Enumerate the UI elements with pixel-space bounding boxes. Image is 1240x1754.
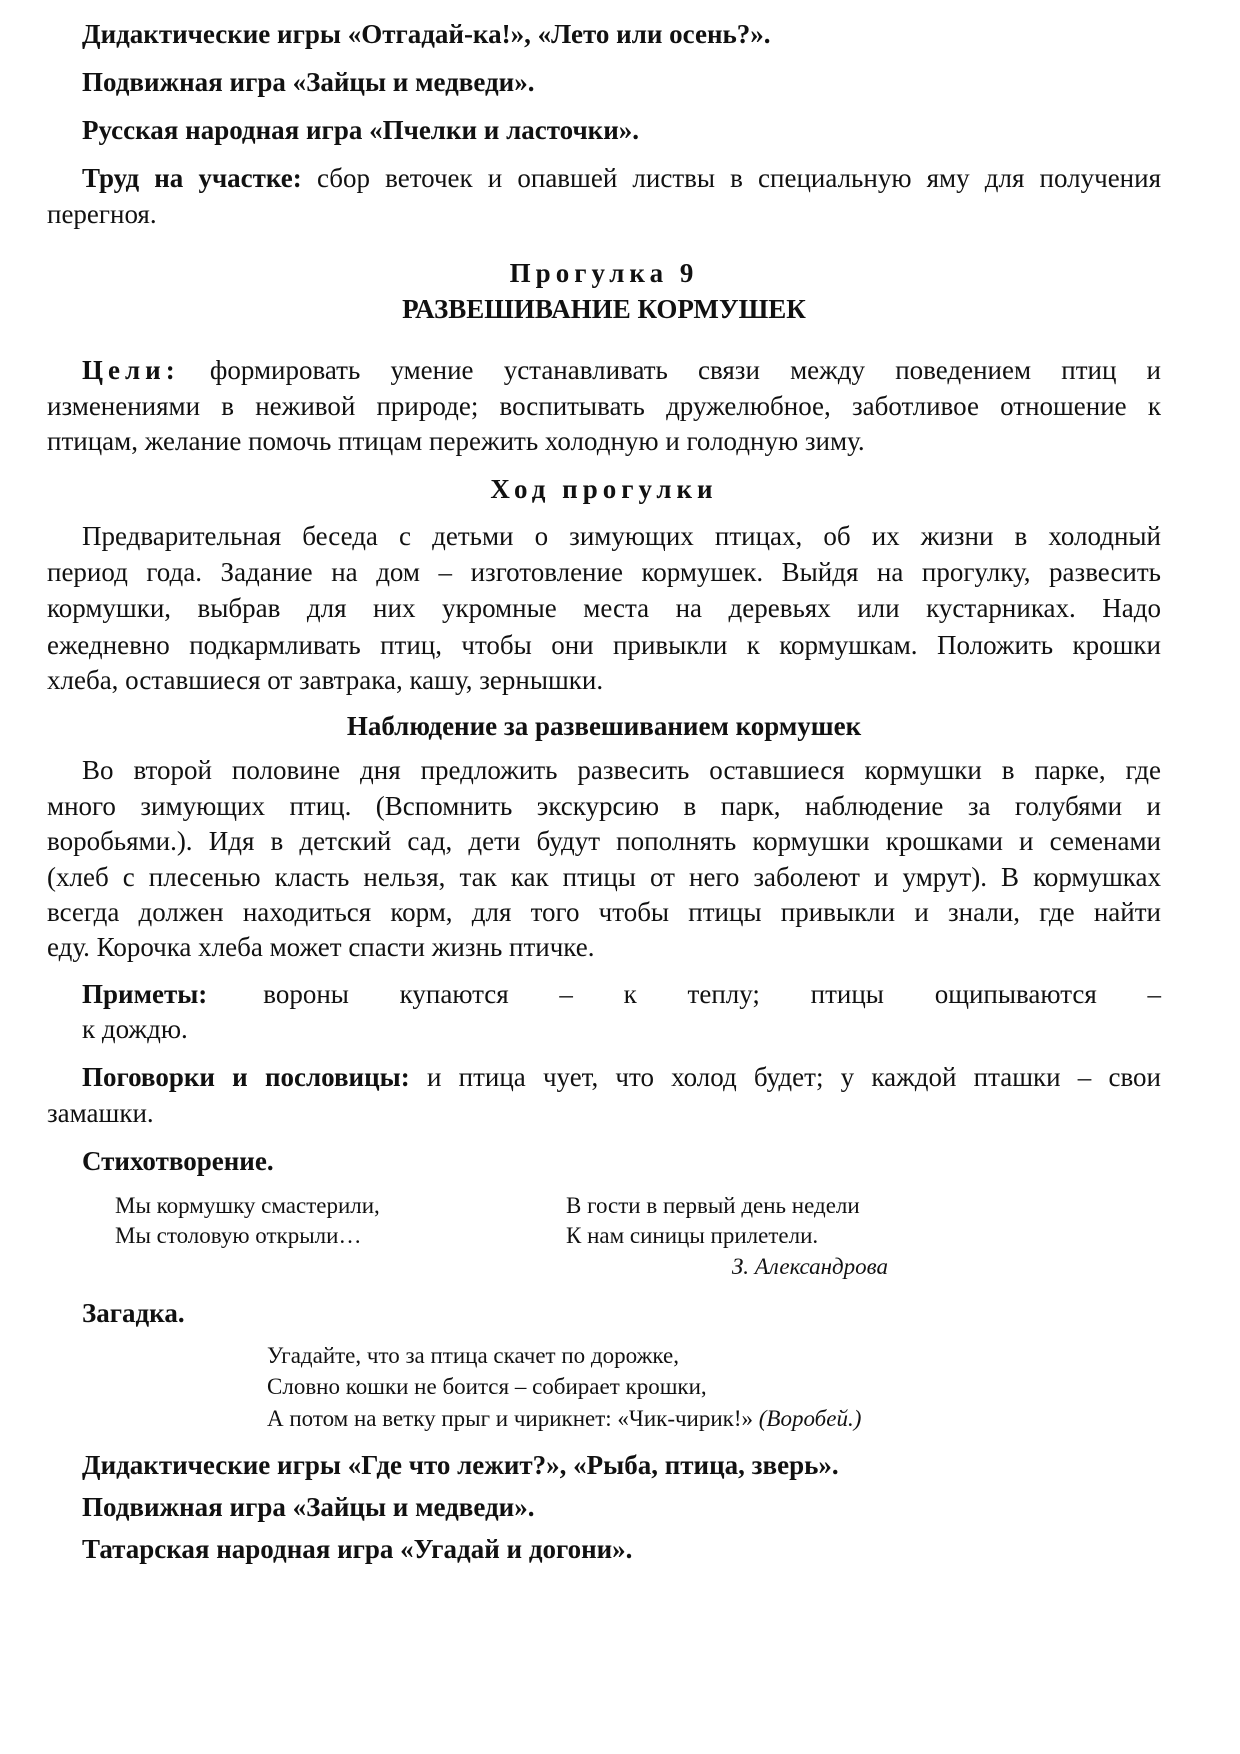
course-line: хлеба, оставшиеся от завтрака, кашу, зернышки.	[47, 665, 604, 695]
observation-line: еду. Корочка хлеба может спасти жизнь птичке.	[47, 932, 595, 962]
observation-line: воробьями.). Идя в детский сад, дети будут пополнять кормушки крошками и семенами	[47, 826, 1161, 856]
signs-text: вороны купаются – к теплу; птицы ощипываются –	[263, 979, 1161, 1009]
sayings-label: Поговорки и пословицы:	[82, 1062, 410, 1092]
course-line: период года. Задание на дом – изготовление кормушек. Выйдя на прогулку, развесить	[47, 557, 1161, 587]
outdoor-game-top: Подвижная игра «Зайцы и медведи».	[82, 67, 535, 97]
didactic-games: Дидактические игры «Где что лежит?», «Рыба, птица, зверь».	[82, 1450, 839, 1480]
observation-heading: Наблюдение за развешиванием кормушек	[346, 711, 862, 741]
poem-author: З. Александрова	[731, 1254, 888, 1279]
goals-text: формировать умение устанавливать связи между поведением птиц и	[209, 355, 1162, 385]
goals-line: изменениями в неживой природе; воспитывать дружелюбное, заботливое отношение к	[47, 391, 1161, 421]
outdoor-game: Подвижная игра «Зайцы и медведи».	[82, 1492, 535, 1522]
signs-line	[82, 976, 1161, 1012]
riddle-line: Угадайте, что за птица скачет по дорожке,	[267, 1343, 679, 1368]
course-line: Предварительная беседа с детьми о зимующих птицах, об их жизни в холодный	[82, 521, 1161, 551]
poem-line: В гости в первый день недели	[566, 1193, 860, 1218]
course-heading: Ход прогулки	[490, 474, 718, 504]
poem-label: Стихотворение.	[82, 1146, 274, 1176]
riddle-answer: (Воробей.)	[758, 1406, 862, 1431]
work-paragraph-line	[82, 160, 1161, 196]
riddle-text: А потом на ветку прыг и чирикнет: «Чик-чирик!»	[267, 1406, 754, 1431]
course-line: кормушки, выбрав для них укромные места на деревьях или кустарниках. Надо	[47, 593, 1161, 623]
observation-line: (хлеб с плесенью класть нельзя, так как птицы от него заболеют и умрут). В кормушках	[47, 862, 1161, 892]
observation-line: Во второй половине дня предложить развесить оставшиеся кормушки в парке, где	[82, 755, 1161, 785]
riddle-label: Загадка.	[82, 1298, 185, 1328]
goals-line	[82, 352, 1161, 388]
signs-label: Приметы:	[82, 979, 208, 1009]
goals-label: Цели:	[82, 355, 180, 385]
didactic-games-top: Дидактические игры «Отгадай-ка!», «Лето или осень?».	[82, 19, 771, 49]
riddle-line	[267, 1404, 861, 1434]
course-line: ежедневно подкармливать птиц, чтобы они привыкли к кормушкам. Положить крошки	[47, 630, 1161, 660]
observation-line: много зимующих птиц. (Вспомнить экскурсию в парк, наблюдение за голубями и	[47, 791, 1161, 821]
sayings-line: замашки.	[47, 1098, 154, 1128]
poem-line: К нам синицы прилетели.	[566, 1223, 819, 1248]
observation-line: всегда должен находиться корм, для того чтобы птицы привыкли и знали, где найти	[47, 897, 1161, 927]
riddle-line: Словно кошки не боится – собирает крошки,	[267, 1374, 707, 1399]
sayings-text: и птица чует, что холод будет; у каждой пташки – свои	[426, 1062, 1161, 1092]
section-title: РАЗВЕШИВАНИЕ КОРМУШЕК	[402, 294, 806, 324]
goals-line: птицам, желание помочь птицам пережить холодную и голодную зиму.	[47, 426, 865, 456]
poem-line: Мы кормушку смастерили,	[115, 1193, 380, 1218]
work-label: Труд на участке:	[82, 163, 302, 193]
section-number: Прогулка 9	[509, 258, 699, 288]
folk-game-top: Русская народная игра «Пчелки и ласточки».	[82, 115, 640, 145]
signs-line: к дождю.	[82, 1014, 188, 1044]
poem-line: Мы столовую открыли…	[115, 1223, 362, 1248]
work-paragraph-line: перегноя.	[47, 199, 157, 229]
sayings-line	[82, 1059, 1161, 1095]
folk-game: Татарская народная игра «Угадай и догони».	[82, 1534, 633, 1564]
work-text: сбор веточек и опавшей листвы в специальную яму для получения	[316, 163, 1162, 193]
